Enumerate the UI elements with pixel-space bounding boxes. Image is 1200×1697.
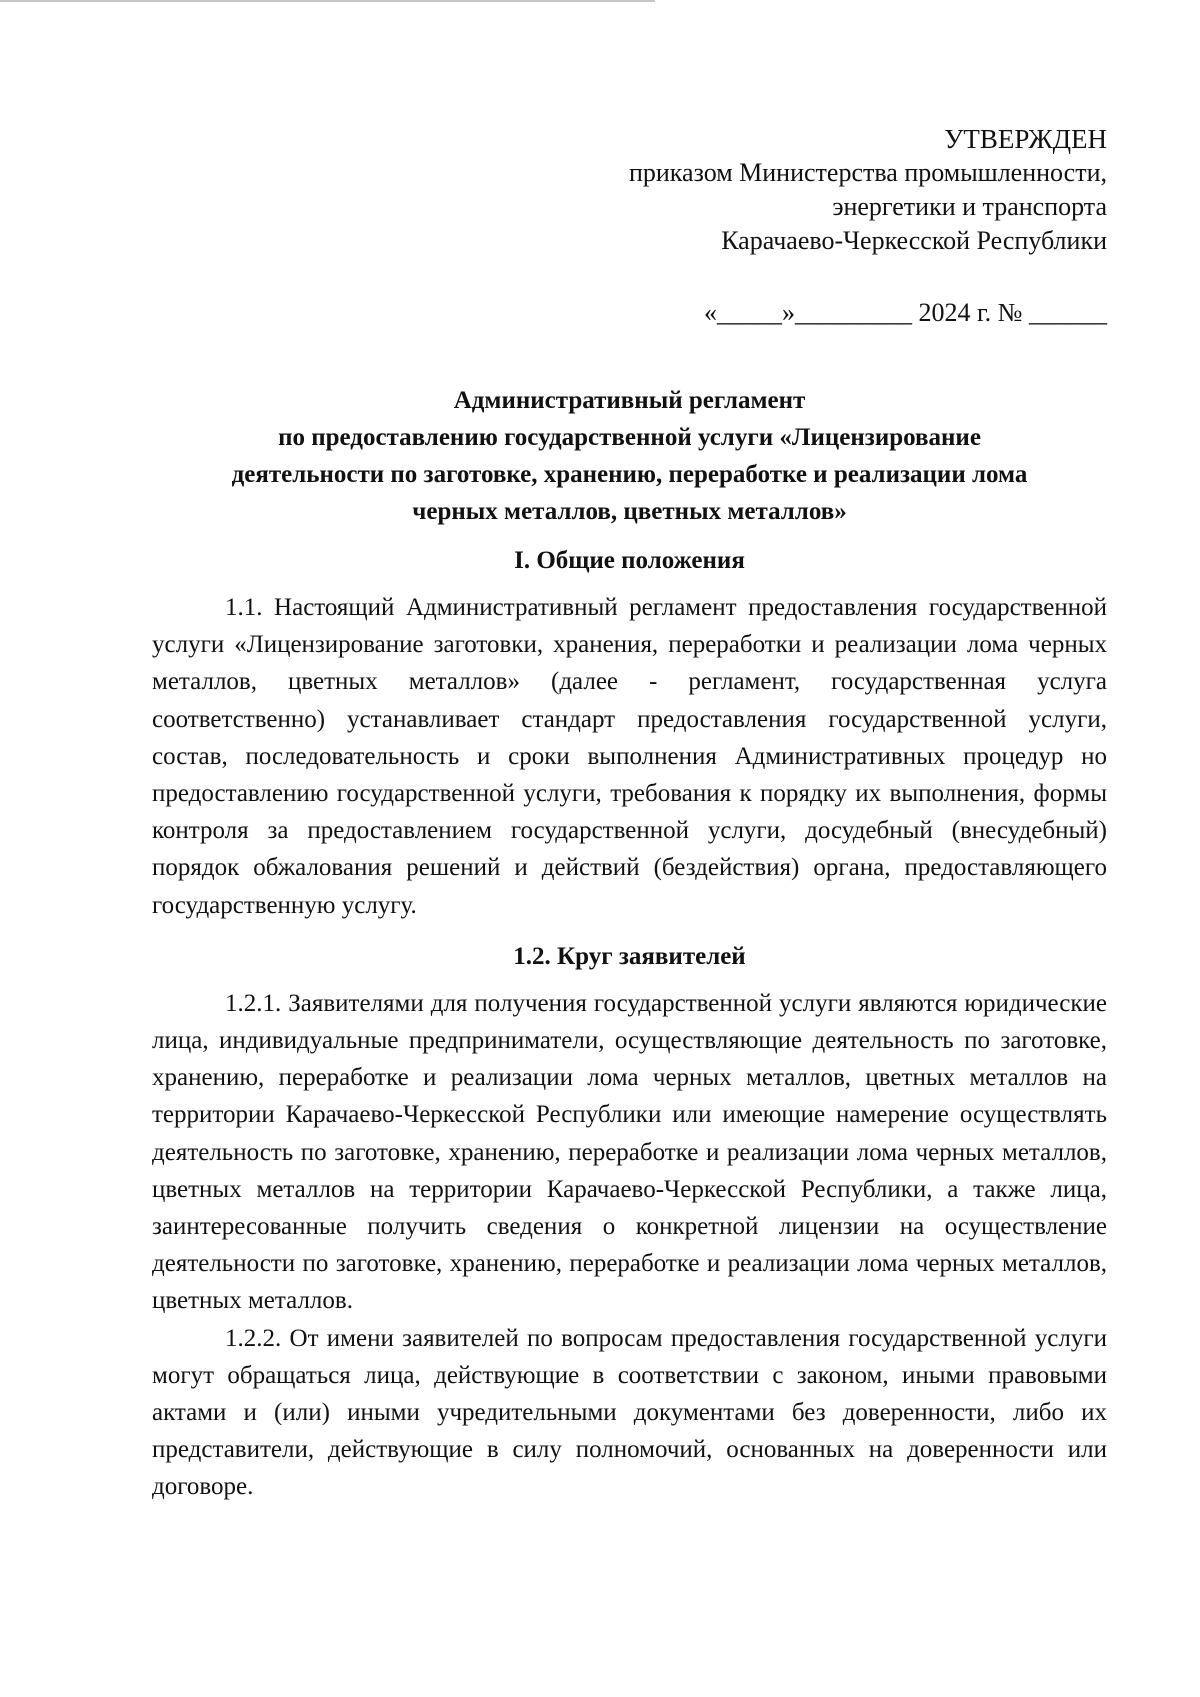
approval-line-3: Карачаево-Черкесской Республики [721,226,1107,255]
document-page [152,122,1107,1506]
document-title-line-4: черных металлов, цветных металлов» [412,498,847,525]
scan-edge-line [0,0,655,2]
approval-title: УТВЕРЖДЕН [944,124,1107,154]
section-heading-applicants: 1.2. Круг заявителей [513,942,746,970]
document-title-line-3: деятельности по заготовке, хранению, переработке и реализации лома [231,461,1028,488]
document-title-line-1: Административный регламент [453,387,806,414]
approval-block [152,122,1107,258]
document-title-line-2: по предоставлению государственной услуги «Лицензирование [278,424,981,451]
approval-line-2: энергетики и транспорта [832,192,1107,221]
paragraph-1-2-2: 1.2.2. От имени заявителей по вопросам предоставления государственной услуги могут обращаться лица, действующие в соответствии с законом, иными правовыми актами и (или) иными учредительными документами без доверенности, либо их представители, действующие в силу полномочий, основанных на доверенности или договоре. [152,1324,1107,1501]
approval-line-1: приказом Министерства промышленности, [628,158,1107,187]
order-date-number-line: «_____»_________ 2024 г. № ______ [703,298,1107,327]
paragraph-1-2-1: 1.2.1. Заявителями для получения государственной услуги являются юридические лица, индивидуальные предприниматели, осуществляющие деятельность по заготовке, хранению, переработке и реализации лома черных металлов, цветных металлов на территории Карачаево-Черкесской Республики или имеющие намерение осуществлять деятельность по заготовке, хранению, переработке и реализации лома черных металлов, цветных металлов на территории Карачаево-Черкесской Республики, а также лица, заинтересованные получить сведения о конкретной лицензии на осуществление деятельности по заготовке, хранению, переработке и реализации лома черных металлов, цветных металлов. [152,989,1107,1315]
document-title [152,382,1107,530]
paragraph-1-1: 1.1. Настоящий Административный регламент предоставления государственной услуги «Лицензирование заготовки, хранения, переработки и реализации лома черных металлов, цветных металлов» (далее - регламент, государственная услуга соответственно) устанавливает стандарт предоставления государственной услуги, состав, последовательность и сроки выполнения Административных процедур но предоставлению государственной услуги, требования к порядку их выполнения, формы контроля за предоставлением государственной услуги, досудебный (внесудебный) порядок обжалования решений и действий (бездействия) органа, предоставляющего государственную услугу. [152,594,1107,919]
section-heading-general: I. Общие положения [514,547,745,574]
